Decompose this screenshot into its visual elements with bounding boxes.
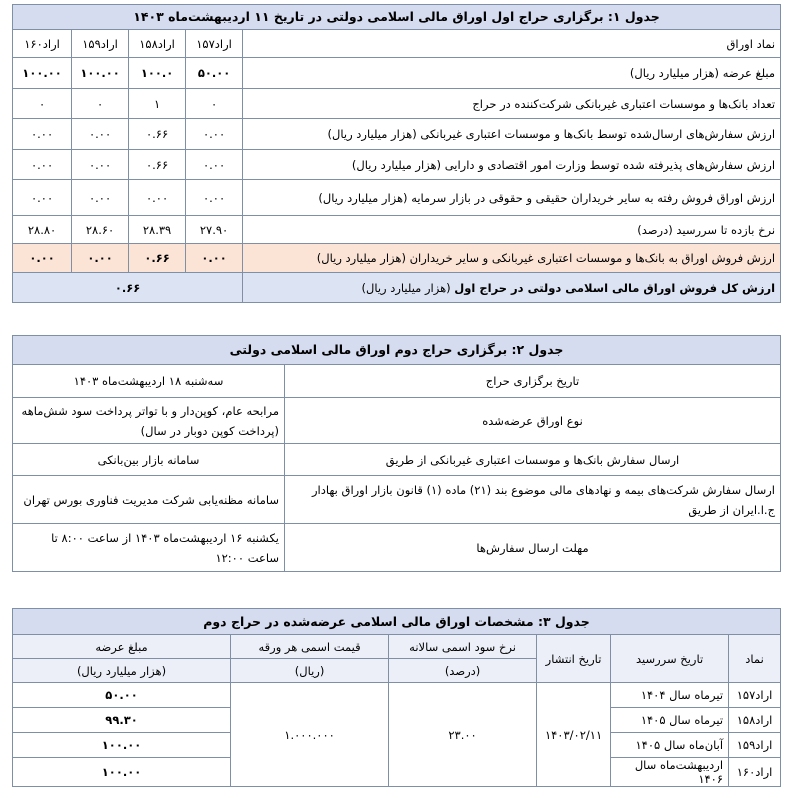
table-row [13,180,781,216]
amount-cell: ۱۰۰.۰۰ [13,758,231,787]
cell-value: ۱۰۰.۰۰ [13,58,72,89]
table-row [13,58,781,89]
coupon-cell: ۲۳.۰۰ [389,683,537,787]
table1-corner-label: نماد اوراق [243,30,781,58]
table1-col-header: اراد۱۵۸ [129,30,186,58]
table-row [13,444,781,476]
table1-col-header: اراد۱۶۰ [13,30,72,58]
table-first-auction [12,4,781,303]
row-label: ارزش سفارش‌های ارسال‌شده توسط بانک‌ها و موسسات اعتباری غیربانکی (هزار میلیارد ریال) [243,119,781,150]
cell-value: ۰.۰۰ [186,244,243,273]
table-row [13,89,781,119]
amount-cell: ۹۹.۳۰ [13,708,231,733]
cell-value: ۰.۰۰ [72,244,129,273]
cell-value: ۲۸.۳۹ [129,216,186,244]
symbol-cell: اراد۱۵۸ [729,708,781,733]
row-value: یکشنبه ۱۶ اردیبهشت‌ماه ۱۴۰۳ از ساعت ۸:۰۰ تا ساعت ۱۲:۰۰ [13,524,285,572]
table1-title: جدول ۱: برگزاری حراج اول اوراق مالی اسلامی دولتی در تاریخ ۱۱ اردیبهشت‌ماه ۱۴۰۳ [13,5,781,30]
cell-value: ۰.۰۰ [186,119,243,150]
table-row [13,150,781,180]
cell-value: ۰.۰۰ [13,119,72,150]
row-value: سه‌شنبه ۱۸ اردیبهشت‌ماه ۱۴۰۳ [13,365,285,398]
header-amount-unit: (هزار میلیارد ریال) [13,659,231,683]
row-value: مرابحه عام، کوپن‌دار و با تواتر پرداخت سود شش‌ماهه (پرداخت کوپن دوبار در سال) [13,398,285,444]
cell-value: ۰.۶۶ [129,119,186,150]
cell-value: ۲۸.۸۰ [13,216,72,244]
table-row-highlighted [13,244,781,273]
header-coupon-unit: (درصد) [389,659,537,683]
amount-cell: ۱۰۰.۰۰ [13,733,231,758]
cell-value: ۰ [72,89,129,119]
total-label [243,273,781,303]
header-amount: مبلغ عرضه [13,635,231,659]
table2-title: جدول ۲: برگزاری حراج دوم اوراق مالی اسلامی دولتی [13,336,781,365]
table-row [13,216,781,244]
header-symbol: نماد [729,635,781,683]
header-coupon: نرخ سود اسمی سالانه [389,635,537,659]
symbol-cell: اراد۱۶۰ [729,758,781,787]
table1-col-header: اراد۱۵۷ [186,30,243,58]
row-label: مبلغ عرضه (هزار میلیارد ریال) [243,58,781,89]
row-label: نرخ بازده تا سررسید (درصد) [243,216,781,244]
cell-value: ۰.۰۰ [186,180,243,216]
cell-value: ۰ [13,89,72,119]
cell-value: ۰.۰۰ [13,150,72,180]
issue-date-cell: ۱۴۰۳/۰۲/۱۱ [537,683,611,787]
cell-value: ۰.۶۶ [129,150,186,180]
cell-value: ۰.۶۶ [129,244,186,273]
cell-value: ۰.۰۰ [72,180,129,216]
cell-value: ۰ [186,89,243,119]
face-value-cell: ۱.۰۰۰.۰۰۰ [231,683,389,787]
table-row [13,683,781,708]
header-face: قیمت اسمی هر ورقه [231,635,389,659]
row-label: ارسال سفارش شرکت‌های بیمه و نهادهای مالی موضوع بند (۲۱) ماده (۱) قانون بازار اوراق بهادار ج.ا.ایران از طریق [285,476,781,524]
table1-total-row [13,273,781,303]
cell-value: ۱ [129,89,186,119]
table3-title: جدول ۳: مشخصات اوراق مالی اسلامی عرضه‌شده در حراج دوم [13,609,781,635]
maturity-cell: آبان‌ماه سال ۱۴۰۵ [611,733,729,758]
total-label-unit: (هزار میلیارد ریال) [361,280,451,295]
cell-value: ۰.۰۰ [186,150,243,180]
symbol-cell: اراد۱۵۷ [729,683,781,708]
header-maturity: تاریخ سررسید [611,635,729,683]
table-row [13,524,781,572]
table1-col-header: اراد۱۵۹ [72,30,129,58]
table-second-auction [12,335,781,572]
cell-value: ۰.۰۰ [72,119,129,150]
row-value: سامانه مظنه‌یابی شرکت مدیریت فناوری بورس تهران [13,476,285,524]
cell-value: ۵۰.۰۰ [186,58,243,89]
row-label: تاریخ برگزاری حراج [285,365,781,398]
header-issue-date: تاریخ انتشار [537,635,611,683]
cell-value: ۰.۰۰ [13,244,72,273]
total-label-bold: ارزش کل فروش اوراق مالی اسلامی دولتی در حراج اول [454,280,776,295]
cell-value: ۰.۰۰ [72,150,129,180]
cell-value: ۲۸.۶۰ [72,216,129,244]
table-securities-specs [12,608,781,787]
table-row [13,119,781,150]
row-label: ارسال سفارش بانک‌ها و موسسات اعتباری غیربانکی از طریق [285,444,781,476]
cell-value: ۲۷.۹۰ [186,216,243,244]
row-label: ارزش سفارش‌های پذیرفته شده توسط وزارت امور اقتصادی و دارایی (هزار میلیارد ریال) [243,150,781,180]
row-label: تعداد بانک‌ها و موسسات اعتباری غیربانکی شرکت‌کننده در حراج [243,89,781,119]
cell-value: ۰.۰۰ [129,180,186,216]
cell-value: ۰.۰۰ [13,180,72,216]
row-label: ارزش فروش اوراق به بانک‌ها و موسسات اعتباری غیربانکی و سایر خریداران (هزار میلیارد ریال) [243,244,781,273]
cell-value: ۱۰۰.۰ [129,58,186,89]
amount-cell: ۵۰.۰۰ [13,683,231,708]
cell-value: ۱۰۰.۰۰ [72,58,129,89]
row-label: مهلت ارسال سفارش‌ها [285,524,781,572]
maturity-cell: تیرماه سال ۱۴۰۴ [611,683,729,708]
row-value: سامانه بازار بین‌بانکی [13,444,285,476]
header-face-unit: (ریال) [231,659,389,683]
maturity-cell: اردیبهشت‌ماه سال ۱۴۰۶ [611,758,729,787]
row-label: ارزش اوراق فروش رفته به سایر خریداران حقیقی و حقوقی در بازار سرمایه (هزار میلیارد ریال) [243,180,781,216]
table-row [13,476,781,524]
symbol-cell: اراد۱۵۹ [729,733,781,758]
table-row [13,398,781,444]
table-row [13,365,781,398]
row-label: نوع اوراق عرضه‌شده [285,398,781,444]
maturity-cell: تیرماه سال ۱۴۰۵ [611,708,729,733]
total-value: ۰.۶۶ [13,273,243,303]
